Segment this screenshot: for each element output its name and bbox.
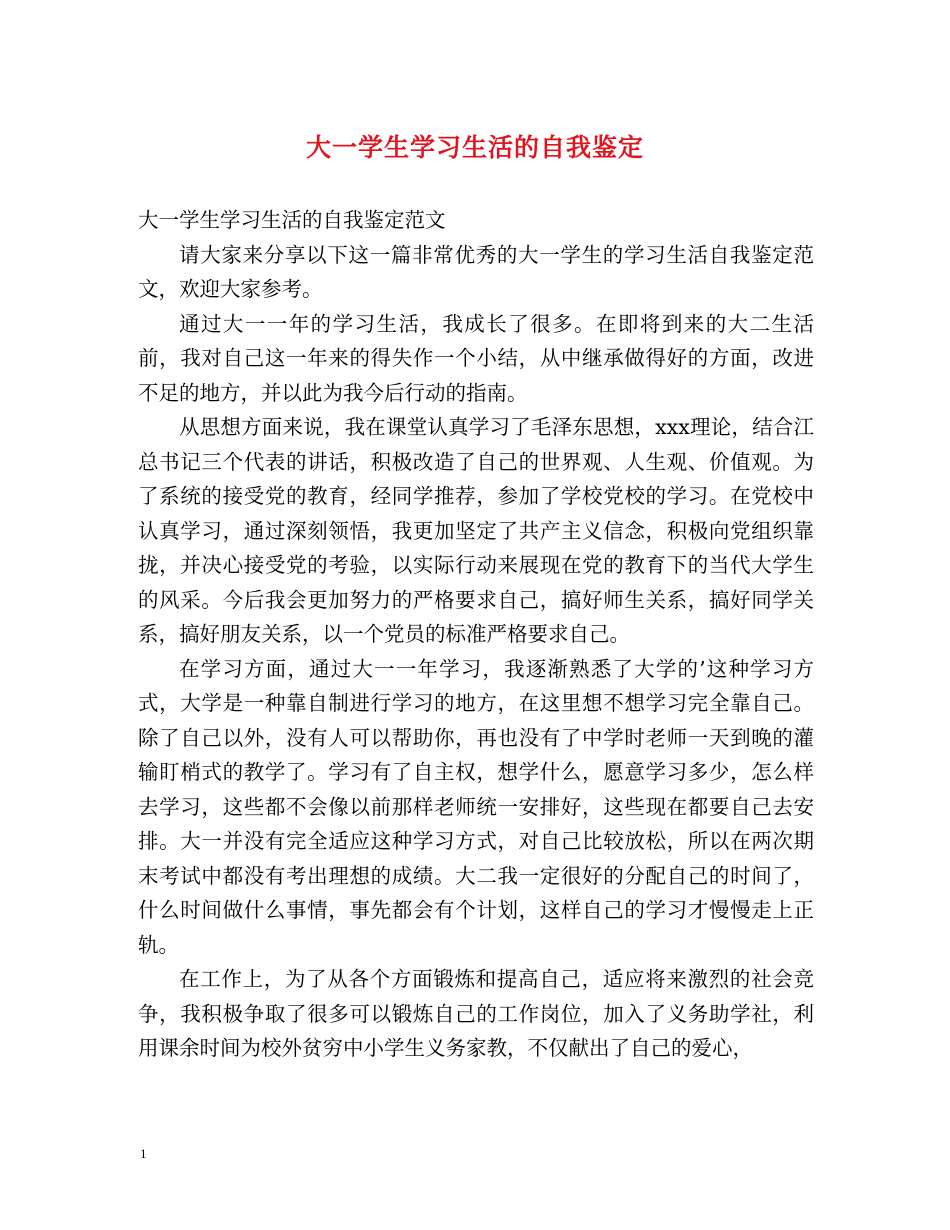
document-subheading: 大一学生学习生活的自我鉴定范文 [138,208,446,232]
page-number: 1 [140,1146,147,1161]
paragraph-thought: 从思想方面来说，我在课堂认真学习了毛泽东思想，xxx理论，结合江总书记三个代表的讲话，积极改造了自己的世界观、人生观、价值观。为了系统的接受党的教育，经同学推荐，参加了学校党校的学习。在党校中认真学习，通过深刻领悟，我更加坚定了共产主义信念，积极向党组织靠拢，并决心接受党的考验，以实际行动来展现在党的教育下的当代大学生的风采。今后我会更加努力的严格要求自己，搞好师生关系，搞好同学关系，搞好朋友关系，以一个党员的标准严格要求自己。 [138,415,814,646]
paragraph-work: 在工作上，为了从各个方面锻炼和提高自己，适应将来激烈的社会竞争，我积极争取了很多可以锻炼自己的工作岗位，加入了义务助学社，利用课余时间为校外贫穷中小学生义务家教，不仅献出了自己的爱心， [138,967,814,1060]
paragraph-intro: 请大家来分享以下这一篇非常优秀的大一学生的学习生活自我鉴定范文，欢迎大家参考。 [138,242,814,301]
document-body [138,203,814,1066]
paragraph-summary: 通过大一一年的学习生活，我成长了很多。在即将到来的大二生活前，我对自己这一年来的得失作一个小结，从中继承做得好的方面，改进不足的地方，并以此为我今后行动的指南。 [138,311,814,405]
document-title: 大一学生学习生活的自我鉴定 [305,133,644,162]
paragraph-study: 在学习方面，通过大一一年学习，我逐渐熟悉了大学的’这种学习方式，大学是一种靠自制进行学习的地方，在这里想不想学习完全靠自己。除了自己以外，没有人可以帮助你，再也没有了中学时老师一天到晚的灌输盯梢式的教学了。学习有了自主权，想学什么，愿意学习多少，怎么样去学习，这些都不会像以前那样老师统一安排好，这些现在都要自己去安排。大一并没有完全适应这种学习方式，对自己比较放松，所以在两次期末考试中都没有考出理想的成绩。大二我一定很好的分配自己的时间了，什么时间做什么事情，事先都会有个计划，这样自己的学习才慢慢走上正轨。 [138,656,814,957]
